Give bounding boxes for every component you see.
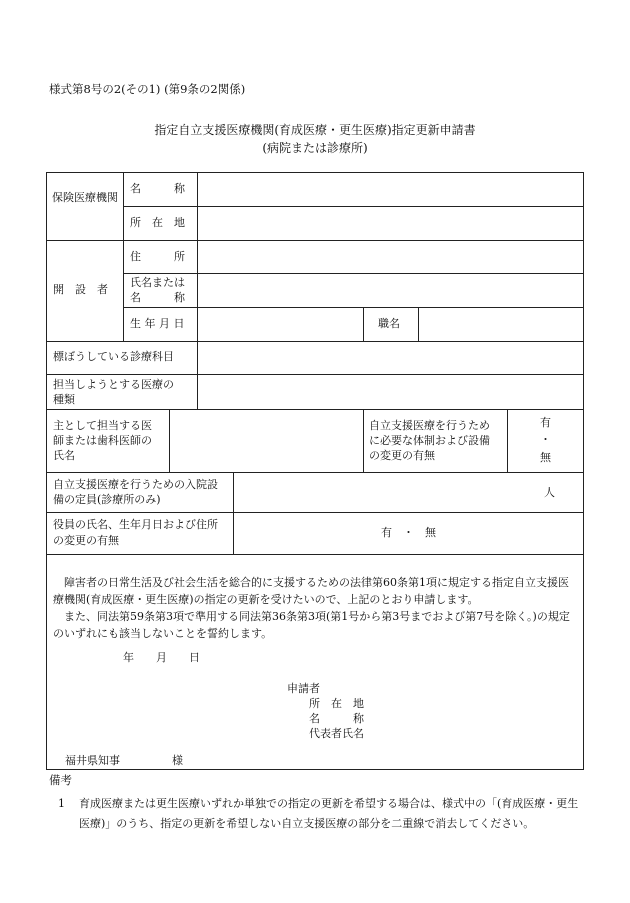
rule [46, 240, 584, 241]
applicant-address-label: 所 在 地 [309, 697, 364, 710]
care-type-label-line1: 担当しようとする医療の [53, 378, 174, 391]
system-change-yes-option[interactable]: 有 [540, 416, 551, 429]
recipient-honorific: 様 [172, 754, 183, 767]
applicant-label: 申請者 [287, 682, 320, 695]
rule [123, 307, 584, 308]
notes-title: 備考 [49, 773, 72, 787]
form-subtitle: (病院または診療所) [262, 141, 368, 155]
declaration-paragraph-2: また、同法第59条第3項で準用する同法第36条第3項(第1号から第3号までおよび第7号を除く。)の規定のいずれにも該当しないことを誓約します。 [53, 610, 570, 640]
declaration-paragraph-1: 障害者の日常生活及び社会生活を総合的に支援するための法律第60条第1項に規定する指定自立支援医療機関(育成医療・更生医療)の指定の更新を受けたいので、上記のとおり申請します。 [53, 576, 569, 606]
rule [418, 307, 419, 341]
system-change-separator: ・ [540, 433, 551, 446]
system-change-label-line3: の変更の有無 [369, 449, 435, 462]
rule [363, 307, 364, 341]
rule [46, 341, 584, 342]
rule [169, 409, 170, 472]
founder-name-label-line1: 氏名または [130, 276, 185, 289]
application-date[interactable]: 年 月 日 [123, 651, 200, 664]
founder-position-label: 職名 [378, 317, 400, 330]
form-number: 様式第8号の2(その1) (第9条の2関係) [49, 82, 246, 96]
applicant-name-label: 名 称 [309, 712, 364, 725]
founder-birthdate-label: 生 年 月 日 [130, 317, 185, 330]
institution-name-label: 名 称 [130, 182, 185, 195]
departments-label: 標ぼうしている診療科目 [53, 350, 174, 363]
system-change-label-line2: に必要な体制および設備 [369, 434, 490, 447]
officer-change-options[interactable]: 有 ・ 無 [381, 526, 436, 539]
rule [197, 172, 198, 409]
rule [46, 512, 584, 513]
note-text: 育成医療または更生医療いずれか単独での指定の更新を希望する場合は、様式中の「(育成医療・更生医療)」のうち、指定の更新を希望しない自立支援医療の部分を二重線で消去してください。 [79, 797, 579, 830]
founder-address-label: 住 所 [130, 250, 185, 263]
rule [46, 472, 584, 473]
rule [46, 409, 584, 410]
care-type-label-line2: 種類 [53, 393, 75, 406]
inpatient-capacity-label-line2: 備の定員(診療所のみ) [53, 493, 161, 506]
officer-change-label-line1: 役員の氏名、生年月日および住所 [53, 518, 218, 531]
applicant-representative-label: 代表者氏名 [309, 727, 364, 740]
doctor-label-line1: 主として担当する医 [53, 419, 152, 432]
inpatient-capacity-label-line1: 自立支援医療を行うための入院設 [53, 478, 218, 491]
rule [123, 273, 584, 274]
rule [123, 172, 124, 341]
form-title: 指定自立支援医療機関(育成医療・更生医療)指定更新申請書 [154, 123, 476, 137]
doctor-label-line2: 師または歯科医師の [53, 434, 152, 447]
inpatient-capacity-unit: 人 [544, 486, 555, 499]
institution-address-label: 所 在 地 [130, 216, 185, 229]
note-number: 1 [58, 797, 65, 810]
rule [363, 409, 364, 472]
doctor-label-line3: 氏名 [53, 449, 75, 462]
rule [46, 554, 584, 555]
rule [233, 472, 234, 554]
rule [123, 206, 584, 207]
officer-change-label-line2: の変更の有無 [53, 534, 119, 547]
system-change-label-line1: 自立支援医療を行うため [369, 419, 490, 432]
system-change-no-option[interactable]: 無 [540, 451, 551, 464]
founder-name-label-line2: 名 称 [130, 291, 185, 304]
insurance-institution-label: 保険医療機関 [52, 191, 118, 204]
recipient-governor: 福井県知事 [65, 754, 120, 767]
founder-label: 開 設 者 [53, 283, 108, 296]
rule [46, 374, 584, 375]
